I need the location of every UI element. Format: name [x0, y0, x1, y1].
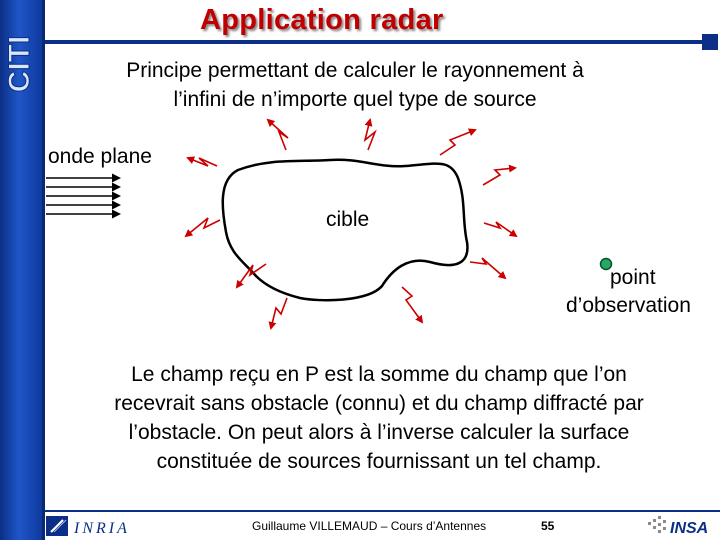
- subtitle-line-2: l’infini de n’importe quel type de source: [173, 88, 537, 111]
- explanation-line: recevrait sans obstacle (connu) et du champ diffracté par: [114, 392, 644, 415]
- scatter-arrow: [271, 298, 287, 328]
- explanation-line: constituée de sources fournissant un tel champ.: [156, 450, 602, 473]
- observation-label-line-1: point: [610, 266, 656, 289]
- footer-rule: [45, 510, 720, 512]
- slide-title: Application radar: [200, 4, 444, 36]
- scatter-arrow: [402, 287, 422, 322]
- target-label: cible: [326, 208, 370, 231]
- inria-logo-text: INRIA: [74, 520, 130, 537]
- incident-wave-label: onde plane: [48, 145, 152, 168]
- citi-logo-text: CITI: [2, 35, 36, 93]
- scatter-arrow: [484, 222, 516, 236]
- scatter-arrow: [470, 258, 505, 278]
- page-number: 55: [541, 519, 555, 533]
- scatter-arrow: [365, 120, 375, 150]
- scatter-arrow: [268, 120, 288, 150]
- insa-logo-text: INSA: [670, 520, 709, 537]
- subtitle-line-1: Principe permettant de calculer le rayonnement à: [126, 59, 584, 82]
- inria-logo: [46, 514, 166, 538]
- explanation-line: l’obstacle. On peut alors à l’inverse calculer la surface: [128, 421, 630, 444]
- plane-wave-arrows: [46, 178, 119, 214]
- footer-author: Guillaume VILLEMAUD – Cours d’Antennes: [252, 519, 487, 533]
- insa-logo: [640, 512, 718, 540]
- explanation-paragraph: [64, 360, 694, 476]
- scatter-arrow: [186, 218, 220, 236]
- scatter-arrow: [188, 158, 217, 166]
- scatter-arrow: [237, 264, 266, 287]
- explanation-line: Le champ reçu en P est la somme du champ que l’on: [131, 363, 627, 386]
- scatter-arrow: [483, 168, 515, 185]
- scatter-arrow: [440, 130, 475, 155]
- observation-label-line-2: d’observation: [566, 294, 691, 317]
